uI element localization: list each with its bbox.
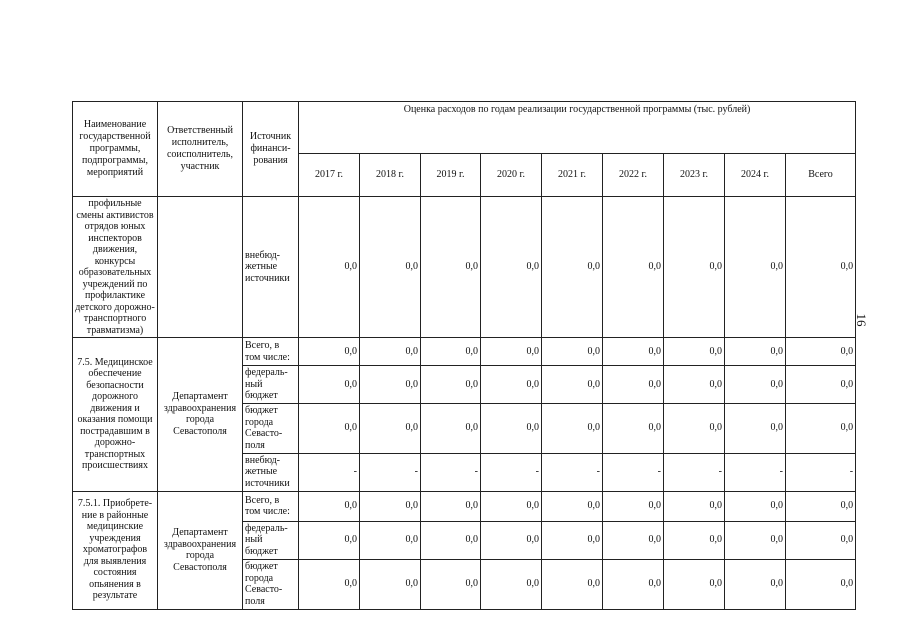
funding-source: федераль-ный бюджет	[243, 521, 299, 559]
year-value-cell: 0,0	[360, 366, 421, 404]
header-year: 2019 г.	[421, 154, 481, 197]
total-value-cell: 0,0	[786, 338, 856, 366]
year-value-cell: 0,0	[664, 197, 725, 338]
header-source-column: Источник финанси-рования	[243, 102, 299, 197]
funding-source: Всего, в том числе:	[243, 338, 299, 366]
measure-name: профильные смены активистов отрядов юных инспекторов движения, конкурсы образовательных учреждений по профилактике детского дорожно-транспортного травматизма)	[73, 197, 158, 338]
year-value-cell: 0,0	[421, 559, 481, 609]
year-value-cell: 0,0	[603, 366, 664, 404]
funding-source: бюджет города Севасто-поля	[243, 559, 299, 609]
year-value-cell: 0,0	[360, 197, 421, 338]
year-value-cell: -	[664, 453, 725, 491]
year-value-cell: 0,0	[603, 521, 664, 559]
year-value-cell: 0,0	[603, 197, 664, 338]
year-value-cell: 0,0	[725, 197, 786, 338]
year-value-cell: 0,0	[421, 491, 481, 521]
year-value-cell: 0,0	[299, 491, 360, 521]
year-value-cell: 0,0	[725, 491, 786, 521]
year-value-cell: 0,0	[481, 338, 542, 366]
total-value-cell: 0,0	[786, 403, 856, 453]
year-value-cell: 0,0	[664, 559, 725, 609]
year-value-cell: 0,0	[603, 403, 664, 453]
header-year: 2020 г.	[481, 154, 542, 197]
year-value-cell: 0,0	[542, 338, 603, 366]
year-value-cell: 0,0	[542, 197, 603, 338]
responsible-executor	[158, 197, 243, 338]
header-year: 2023 г.	[664, 154, 725, 197]
year-value-cell: 0,0	[481, 521, 542, 559]
year-value-cell: 0,0	[725, 338, 786, 366]
year-value-cell: 0,0	[360, 403, 421, 453]
year-value-cell: 0,0	[481, 491, 542, 521]
year-value-cell: 0,0	[421, 521, 481, 559]
funding-source: внебюд-жетные источники	[243, 197, 299, 338]
year-value-cell: 0,0	[603, 559, 664, 609]
year-value-cell: 0,0	[299, 197, 360, 338]
funding-source: Всего, в том числе:	[243, 491, 299, 521]
year-value-cell: 0,0	[542, 521, 603, 559]
total-value-cell: 0,0	[786, 521, 856, 559]
year-value-cell: 0,0	[664, 338, 725, 366]
year-value-cell: 0,0	[421, 366, 481, 404]
year-value-cell: 0,0	[542, 491, 603, 521]
table-row	[73, 338, 856, 366]
funding-source: бюджет города Севасто-поля	[243, 403, 299, 453]
year-value-cell: 0,0	[725, 403, 786, 453]
year-value-cell: 0,0	[360, 338, 421, 366]
header-executor-column: Ответственный исполнитель, соисполнитель, участник	[158, 102, 243, 197]
header-estimate-title: Оценка расходов по годам реализации государственной программы (тыс. рублей)	[299, 102, 856, 154]
year-value-cell: 0,0	[542, 559, 603, 609]
year-value-cell: 0,0	[542, 366, 603, 404]
total-value-cell: 0,0	[786, 559, 856, 609]
total-value-cell: 0,0	[786, 491, 856, 521]
responsible-executor: Департамент здравоохранения города Севастополя	[158, 491, 243, 609]
year-value-cell: 0,0	[299, 338, 360, 366]
year-value-cell: 0,0	[421, 338, 481, 366]
year-value-cell: 0,0	[603, 491, 664, 521]
header-year: 2018 г.	[360, 154, 421, 197]
responsible-executor: Департамент здравоохранения города Севастополя	[158, 338, 243, 492]
year-value-cell: 0,0	[360, 559, 421, 609]
year-value-cell: 0,0	[299, 403, 360, 453]
year-value-cell: 0,0	[725, 366, 786, 404]
measure-name: 7.5.1. Приобрете-ние в районные медицинские учреждения хроматографов для выявления состояния опьянения в результате	[73, 491, 158, 609]
year-value-cell: 0,0	[481, 197, 542, 338]
year-value-cell: 0,0	[725, 559, 786, 609]
year-value-cell: 0,0	[542, 403, 603, 453]
year-value-cell: 0,0	[421, 197, 481, 338]
year-value-cell: -	[299, 453, 360, 491]
year-value-cell: 0,0	[360, 491, 421, 521]
funding-source: федераль-ный бюджет	[243, 366, 299, 404]
year-value-cell: -	[725, 453, 786, 491]
year-value-cell: 0,0	[360, 521, 421, 559]
year-value-cell: 0,0	[664, 403, 725, 453]
year-value-cell: 0,0	[664, 521, 725, 559]
year-value-cell: 0,0	[421, 403, 481, 453]
year-value-cell: -	[421, 453, 481, 491]
year-value-cell: 0,0	[664, 366, 725, 404]
year-value-cell: 0,0	[481, 366, 542, 404]
year-value-cell: -	[360, 453, 421, 491]
total-value-cell: -	[786, 453, 856, 491]
total-value-cell: 0,0	[786, 197, 856, 338]
table-body	[73, 197, 856, 610]
funding-source: внебюд-жетные источники	[243, 453, 299, 491]
year-value-cell: 0,0	[603, 338, 664, 366]
table-row	[73, 197, 856, 338]
measure-name: 7.5. Медицинское обеспечение безопасности дорожного движения и оказания помощи пострадавшим в дорожно-транспортных происшествиях	[73, 338, 158, 492]
year-value-cell: 0,0	[299, 366, 360, 404]
year-value-cell: 0,0	[481, 559, 542, 609]
budget-table	[72, 101, 856, 610]
table-header	[73, 102, 856, 197]
year-value-cell: -	[603, 453, 664, 491]
page-number: 16	[854, 313, 869, 327]
year-value-cell: 0,0	[299, 559, 360, 609]
year-value-cell: 0,0	[481, 403, 542, 453]
year-value-cell: -	[542, 453, 603, 491]
year-value-cell: -	[481, 453, 542, 491]
total-value-cell: 0,0	[786, 366, 856, 404]
header-year: 2021 г.	[542, 154, 603, 197]
year-value-cell: 0,0	[725, 521, 786, 559]
header-total: Всего	[786, 154, 856, 197]
header-year: 2024 г.	[725, 154, 786, 197]
header-year: 2017 г.	[299, 154, 360, 197]
year-value-cell: 0,0	[299, 521, 360, 559]
header-year: 2022 г.	[603, 154, 664, 197]
table-row	[73, 491, 856, 521]
year-value-cell: 0,0	[664, 491, 725, 521]
header-name-column: Наименование государственной программы, подпрограммы, мероприятий	[73, 102, 158, 197]
